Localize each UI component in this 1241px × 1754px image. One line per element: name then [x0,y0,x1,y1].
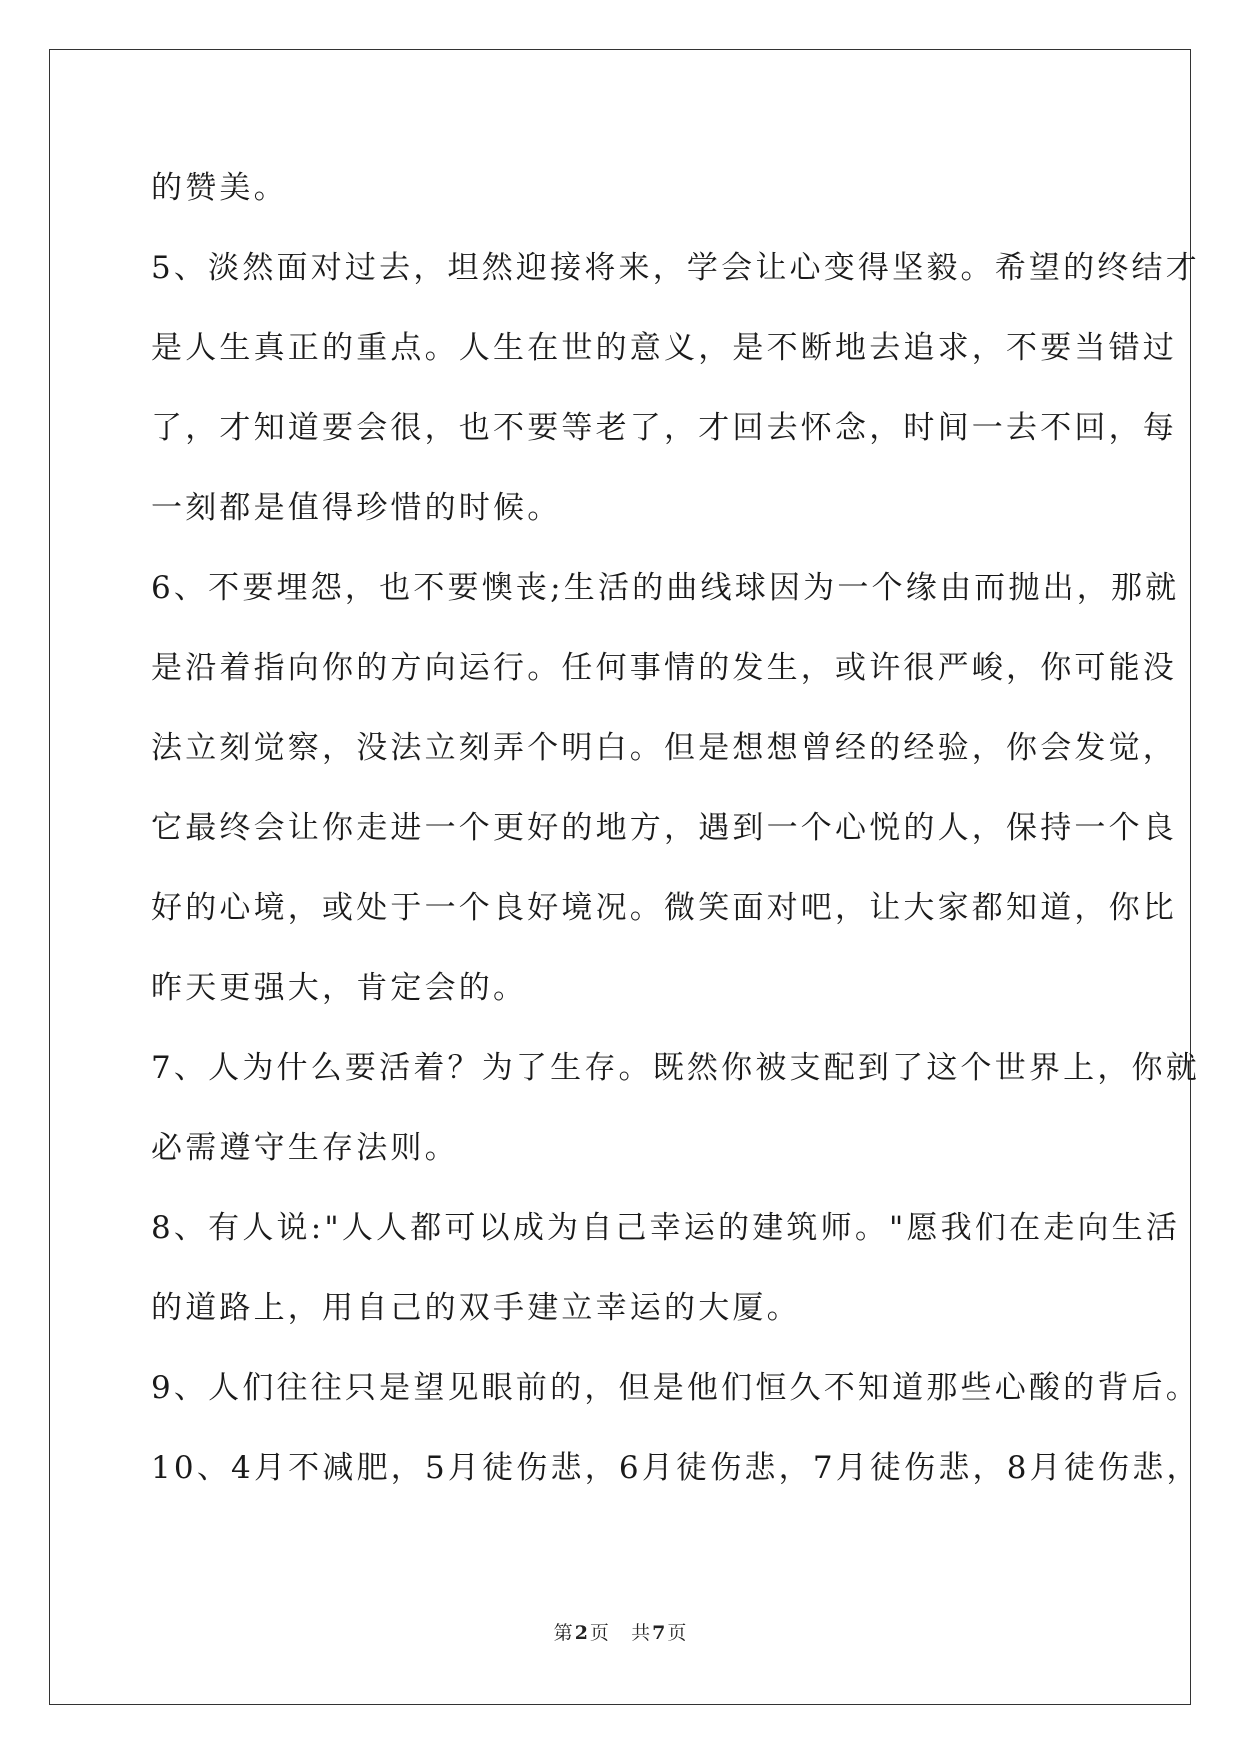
document-body [151,148,1201,1508]
text-line: 6、不要埋怨，也不要懊丧;生活的曲线球因为一个缘由而抛出，那就 [151,570,1180,606]
current-page-number: 2 [574,1622,589,1644]
text-line: 7、人为什么要活着？为了生存。既然你被支配到了这个世界上，你就 [151,1050,1200,1086]
text-line: 10、4月不减肥，5月徒伤悲，6月徒伤悲，7月徒伤悲，8月徒伤悲， [151,1450,1201,1486]
text-line: 是沿着指向你的方向运行。任何事情的发生，或许很严峻，你可能没 [151,650,1177,686]
text-line: 的赞美。 [151,170,288,206]
text-line: 的道路上，用自己的双手建立幸运的大厦。 [151,1290,801,1326]
footer-prefix: 第 [553,1622,574,1644]
text-line: 了，才知道要会很，也不要等老了，才回去怀念，时间一去不回，每 [151,410,1177,446]
text-line: 5、淡然面对过去，坦然迎接将来，学会让心变得坚毅。希望的终结才 [151,250,1200,286]
text-line: 好的心境，或处于一个良好境况。微笑面对吧，让大家都知道，你比 [151,890,1177,926]
footer-total-prefix: 共 [631,1622,652,1644]
text-line: 昨天更强大，肯定会的。 [151,970,528,1006]
text-line: 一刻都是值得珍惜的时候。 [151,490,562,526]
footer-page-suffix: 页 [589,1622,610,1644]
text-line: 它最终会让你走进一个更好的地方，遇到一个心悦的人，保持一个良 [151,810,1177,846]
text-line: 8、有人说:"人人都可以成为自己幸运的建筑师。"愿我们在走向生活 [151,1210,1181,1246]
total-pages-number: 7 [652,1622,667,1644]
text-line: 9、人们往往只是望见眼前的，但是他们恒久不知道那些心酸的背后。 [151,1370,1200,1406]
page-number-footer [0,1618,1241,1645]
footer-total-suffix: 页 [667,1622,688,1644]
text-line: 必需遵守生存法则。 [151,1130,459,1166]
text-line: 是人生真正的重点。人生在世的意义，是不断地去追求，不要当错过 [151,330,1177,366]
text-line: 法立刻觉察，没法立刻弄个明白。但是想想曾经的经验，你会发觉， [151,730,1177,766]
